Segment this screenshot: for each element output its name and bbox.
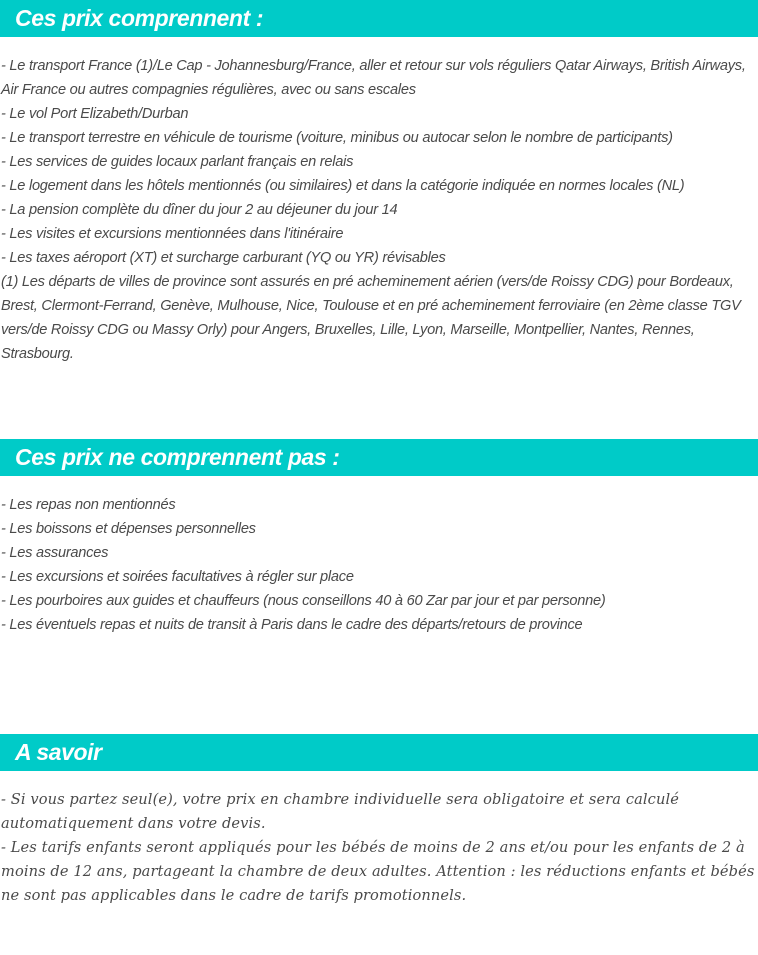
list-item: - Les repas non mentionnés [1, 497, 176, 513]
included-header [0, 0, 758, 37]
list-item: - Le transport terrestre en véhicule de tourisme (voiture, minibus ou autocar selon le nombre de participants) [1, 130, 673, 146]
list-item: - Les pourboires aux guides et chauffeurs (nous conseillons 40 à 60 Zar par jour et par personne) [1, 593, 606, 609]
info-header [0, 734, 758, 771]
list-item: - Le transport France (1)/Le Cap - Johannesburg/France, aller et retour sur vols réguliers Qatar Airways, British Airways, Air France ou autres compagnies régulières, avec ou sans escales [1, 58, 746, 98]
list-item: (1) Les départs de villes de province sont assurés en pré acheminement aérien (vers/de Roissy CDG) pour Bordeaux, Brest, Clermont-Ferrand, Genève, Mulhouse, Nice, Toulouse et en pré acheminement ferroviaire (en 2ème classe TGV vers/de Roissy CDG ou Massy Orly) pour Angers, Bruxelles, Lille, Lyon, Marseille, Montpellier, Nantes, Rennes, Strasbourg. [1, 274, 741, 362]
included-list [0, 54, 758, 366]
list-item: - Les excursions et soirées facultatives à régler sur place [1, 569, 354, 585]
list-item: - Les assurances [1, 545, 109, 561]
info-section [0, 734, 758, 908]
list-item: - Les boissons et dépenses personnelles [1, 521, 256, 537]
list-item: - Les éventuels repas et nuits de transit à Paris dans le cadre des départs/retours de province [1, 617, 583, 633]
list-item: - Les visites et excursions mentionnées dans l'itinéraire [1, 226, 344, 242]
excluded-header [0, 439, 758, 476]
excluded-title: Ces prix ne comprennent pas : [15, 444, 340, 470]
list-item: - Les taxes aéroport (XT) et surcharge carburant (YQ ou YR) révisables [1, 250, 446, 266]
included-section [0, 0, 758, 366]
info-list [0, 788, 758, 908]
excluded-list [0, 493, 758, 637]
list-item: - Le logement dans les hôtels mentionnés (ou similaires) et dans la catégorie indiquée en normes locales (NL) [1, 178, 685, 194]
list-item: - La pension complète du dîner du jour 2 au déjeuner du jour 14 [1, 202, 398, 218]
info-title: A savoir [15, 739, 102, 765]
list-item: - Les services de guides locaux parlant français en relais [1, 154, 354, 170]
list-item: - Si vous partez seul(e), votre prix en chambre individuelle sera obligatoire et sera calculé automatiquement dans votre devis. [1, 791, 679, 832]
list-item: - Les tarifs enfants seront appliqués pour les bébés de moins de 2 ans et/ou pour les enfants de 2 à moins de 12 ans, partageant la chambre de deux adultes. Attention : les réductions enfants et bébés ne sont pas applicables dans le cadre de tarifs promotionnels. [1, 839, 755, 904]
list-item: - Le vol Port Elizabeth/Durban [1, 106, 189, 122]
included-title: Ces prix comprennent : [15, 5, 264, 31]
excluded-section [0, 439, 758, 637]
